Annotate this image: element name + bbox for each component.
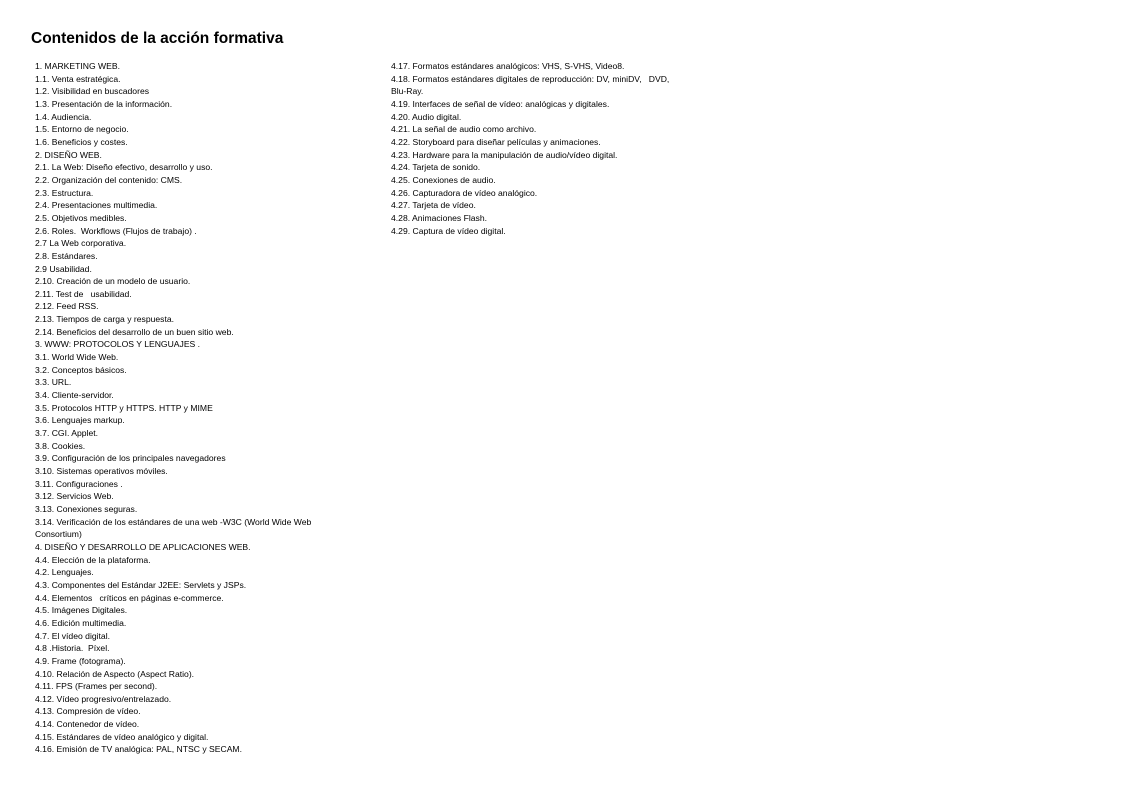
contents-list-item: 4.21. La señal de audio como archivo. bbox=[391, 124, 537, 135]
contents-list-item: 1.3. Presentación de la información. bbox=[35, 98, 173, 109]
contents-list-item: 4.12. Vídeo progresivo/entrelazado. bbox=[35, 693, 172, 704]
contents-list-item: 4.4. Elementos críticos en páginas e-commerce. bbox=[35, 592, 224, 603]
contents-list-item: 3.14. Verificación de los estándares de una web -W3C (World Wide Web bbox=[35, 516, 312, 527]
contents-column-left bbox=[35, 60, 335, 756]
contents-list-item: 3.6. Lenguajes markup. bbox=[35, 415, 125, 426]
contents-list-item: 3.12. Servicios Web. bbox=[35, 491, 114, 502]
contents-list-item: 3.13. Conexiones seguras. bbox=[35, 503, 138, 514]
contents-list-item: 4.20. Audio digital. bbox=[391, 111, 462, 122]
contents-list-item: 4.28. Animaciones Flash. bbox=[391, 212, 488, 223]
contents-list-item: 4.19. Interfaces de señal de vídeo: analógicas y digitales. bbox=[391, 98, 610, 109]
contents-column-right bbox=[391, 60, 691, 237]
contents-list-item: 4.23. Hardware para la manipulación de audio/vídeo digital. bbox=[391, 149, 618, 160]
contents-list-item: 4.15. Estándares de vídeo analógico y digital. bbox=[35, 731, 209, 742]
contents-list-item: 4.13. Compresión de vídeo. bbox=[35, 706, 141, 717]
contents-list-item: 2.3. Estructura. bbox=[35, 187, 94, 198]
contents-list-item: 2.10. Creación de un modelo de usuario. bbox=[35, 276, 191, 287]
contents-list-item: 2.5. Objetivos medibles. bbox=[35, 212, 127, 223]
contents-list-item: Consortium) bbox=[35, 529, 82, 540]
contents-list-item: 1.2. Visibilidad en buscadores bbox=[35, 86, 150, 97]
contents-list-item: 4.25. Conexiones de audio. bbox=[391, 174, 496, 185]
contents-list-item: 4.14. Contenedor de vídeo. bbox=[35, 719, 140, 730]
contents-list-item: 1. MARKETING WEB. bbox=[35, 61, 120, 71]
contents-list-item: 4.4. Elección de la plataforma. bbox=[35, 554, 151, 565]
contents-list-item: 4.27. Tarjeta de vídeo. bbox=[391, 200, 476, 211]
contents-list-item: 3.7. CGI. Applet. bbox=[35, 428, 99, 439]
contents-list-item: 3.11. Configuraciones . bbox=[35, 478, 123, 489]
contents-list-item: 3.9. Configuración de los principales navegadores bbox=[35, 453, 226, 464]
contents-list-item: Blu-Ray. bbox=[391, 86, 424, 97]
contents-list-item: 2.9 Usabilidad. bbox=[35, 263, 92, 274]
contents-list-item: 4.7. El vídeo digital. bbox=[35, 630, 111, 641]
contents-list-item: 4.11. FPS (Frames per second). bbox=[35, 681, 158, 692]
contents-list-item: 3.3. URL. bbox=[35, 377, 72, 388]
contents-list-item: 4.16. Emisión de TV analógica: PAL, NTSC y SECAM. bbox=[35, 744, 242, 755]
contents-list-item: 3.1. World Wide Web. bbox=[35, 352, 119, 363]
contents-list-item: 4.18. Formatos estándares digitales de reproducción: DV, miniDV, DVD, bbox=[391, 73, 670, 84]
contents-list-item: 1.4. Audiencia. bbox=[35, 111, 92, 122]
contents-list-item: 4.17. Formatos estándares analógicos: VHS, S-VHS, Video8. bbox=[391, 61, 625, 71]
contents-list-item: 4.6. Edición multimedia. bbox=[35, 617, 127, 628]
contents-list-item: 2.6. Roles. Workflows (Flujos de trabajo) . bbox=[35, 225, 197, 236]
contents-list-item: 4.29. Captura de vídeo digital. bbox=[391, 225, 506, 236]
contents-list-item: 2.14. Beneficios del desarrollo de un buen sitio web. bbox=[35, 326, 234, 337]
contents-list-item: 3.4. Cliente-servidor. bbox=[35, 390, 114, 401]
contents-list-item: 2.1. La Web: Diseño efectivo, desarrollo y uso. bbox=[35, 162, 213, 173]
contents-list-item: 3.8. Cookies. bbox=[35, 440, 86, 451]
contents-list-item: 4.9. Frame (fotograma). bbox=[35, 655, 126, 666]
contents-list-item: 4.2. Lenguajes. bbox=[35, 567, 94, 578]
contents-list-item: 1.5. Entorno de negocio. bbox=[35, 124, 129, 135]
contents-list-item: 2.11. Test de usabilidad. bbox=[35, 288, 132, 299]
contents-list-item: 4.26. Capturadora de vídeo analógico. bbox=[391, 187, 538, 198]
contents-list-item: 3. WWW: PROTOCOLOS Y LENGUAJES . bbox=[35, 339, 201, 350]
contents-list-item: 4. DISEÑO Y DESARROLLO DE APLICACIONES WEB. bbox=[35, 541, 251, 552]
contents-list-item: 2.12. Feed RSS. bbox=[35, 301, 99, 312]
contents-list-item: 2. DISEÑO WEB. bbox=[35, 149, 102, 160]
contents-list-item: 4.3. Componentes del Estándar J2EE: Servlets y JSPs. bbox=[35, 579, 247, 590]
contents-list-item: 3.2. Conceptos básicos. bbox=[35, 364, 127, 375]
contents-list-item: 2.7 La Web corporativa. bbox=[35, 238, 127, 249]
contents-list-item: 4.24. Tarjeta de sonido. bbox=[391, 162, 481, 173]
contents-list-item: 2.13. Tiempos de carga y respuesta. bbox=[35, 314, 175, 325]
contents-list-item: 3.5. Protocolos HTTP y HTTPS. HTTP y MIME bbox=[35, 402, 213, 413]
contents-list-item: 2.4. Presentaciones multimedia. bbox=[35, 200, 158, 211]
page-title: Contenidos de la acción formativa bbox=[31, 30, 284, 47]
contents-list-item: 3.10. Sistemas operativos móviles. bbox=[35, 466, 168, 476]
contents-list-item: 4.5. Imágenes Digitales. bbox=[35, 605, 128, 616]
contents-list-item: 4.8 .Historia. Píxel. bbox=[35, 643, 110, 654]
contents-list-item: 1.1. Venta estratégica. bbox=[35, 73, 121, 84]
contents-list-item: 2.2. Organización del contenido: CMS. bbox=[35, 174, 183, 185]
contents-list-item: 2.8. Estándares. bbox=[35, 250, 98, 261]
contents-list-item: 4.22. Storyboard para diseñar películas y animaciones. bbox=[391, 136, 601, 147]
contents-list-item: 4.10. Relación de Aspecto (Aspect Ratio). bbox=[35, 668, 195, 679]
contents-list-item: 1.6. Beneficios y costes. bbox=[35, 136, 128, 147]
